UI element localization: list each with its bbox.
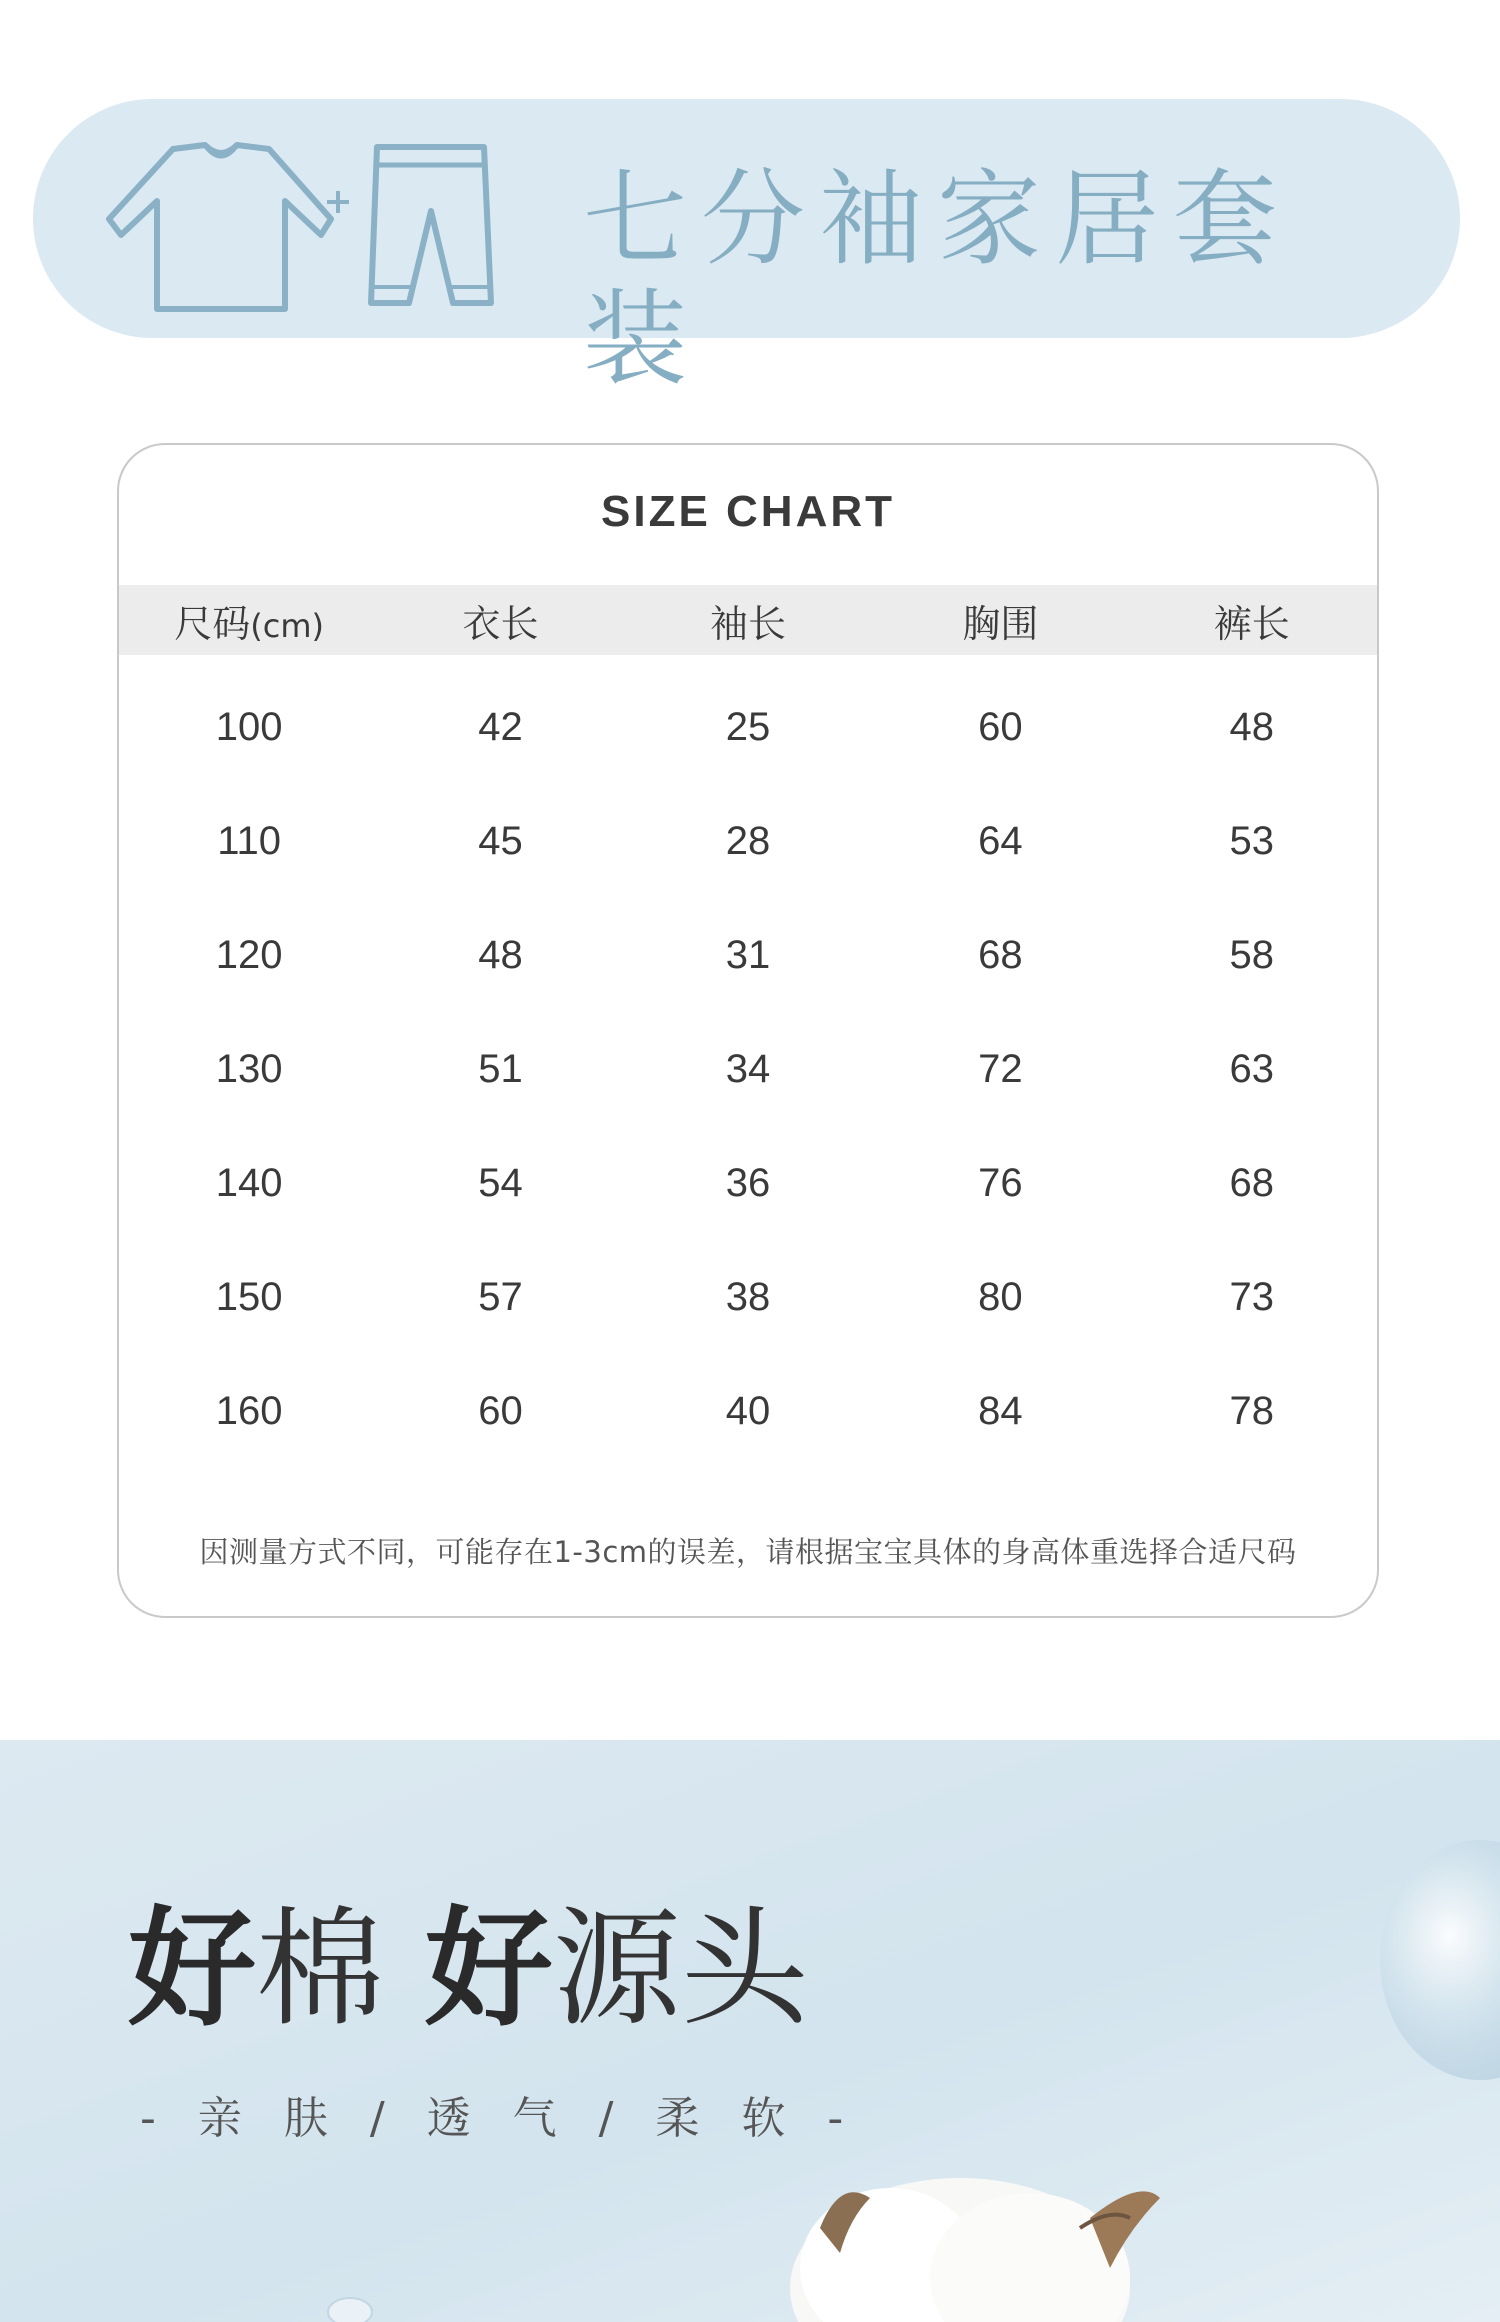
pants-icon [363,141,498,309]
header-banner [33,99,1460,400]
table-cell: 64 [978,818,1023,863]
water-droplet-image [320,2288,380,2322]
plus-icon [323,187,353,217]
cotton-image [760,2158,1200,2322]
feature-title-light-2: 源头 [552,1895,809,2044]
table-row [119,670,1377,784]
feature-title-bold-2: 好 [424,1895,553,2044]
size-chart-body [119,670,1377,1468]
banner-title: 七分袖家居套装 [583,158,1292,400]
table-cell: 68 [978,932,1023,977]
table-cell: 63 [1229,1046,1275,1091]
feature-section [0,1740,1500,2322]
table-cell: 58 [1229,932,1275,977]
size-chart-header-row [119,585,1377,655]
header-top-length: 衣长 [462,601,539,646]
table-cell: 38 [725,1274,771,1319]
table-row [119,898,1377,1012]
table-cell: 78 [1229,1388,1275,1433]
table-cell: 60 [478,1388,523,1433]
header-pants-length: 裤长 [1213,601,1290,646]
table-row [119,1012,1377,1126]
table-cell: 25 [725,704,771,749]
table-cell: 68 [1229,1160,1275,1205]
table-cell: 48 [1229,704,1275,749]
table-cell: 36 [725,1160,771,1205]
table-cell: 53 [1229,818,1275,863]
table-cell: 80 [978,1274,1023,1319]
water-drop-image [1360,1830,1500,2090]
table-cell: 84 [978,1388,1023,1433]
table-cell: 31 [725,932,771,977]
feature-title-bold-1: 好 [128,1895,257,2044]
feature-title-light-1: 棉 [256,1895,385,2044]
table-cell: 51 [478,1046,523,1091]
header-chest: 胸围 [962,601,1039,646]
table-row [119,1240,1377,1354]
table-row [119,1354,1377,1468]
size-chart-card [117,443,1379,1618]
table-cell: 34 [725,1046,771,1091]
table-row [119,1126,1377,1240]
table-cell: 40 [725,1388,771,1433]
table-cell: 42 [478,704,523,749]
table-cell: 76 [978,1160,1023,1205]
table-row [119,784,1377,898]
feature-subtitle: - 亲 肤 / 透 气 / 柔 软 - [140,2093,858,2144]
table-cell: 72 [978,1046,1023,1091]
size-chart-title: SIZE CHART [601,487,895,536]
table-cell: 48 [478,932,523,977]
table-cell: 140 [215,1160,283,1205]
table-cell: 100 [215,704,283,749]
table-cell: 160 [215,1388,283,1433]
table-cell: 150 [215,1274,283,1319]
table-cell: 28 [725,818,771,863]
table-cell: 60 [978,704,1023,749]
table-cell: 54 [478,1160,523,1205]
table-cell: 130 [215,1046,283,1091]
table-cell: 45 [478,818,523,863]
header-sleeve-length: 袖长 [710,601,787,646]
table-cell: 110 [217,818,282,863]
header-size-label: 尺码 [174,601,251,646]
size-chart-note: 因测量方式不同，可能存在1-3cm的误差，请根据宝宝具体的身高体重选择合适尺码 [199,1535,1297,1569]
feature-title [128,1895,809,2044]
header-size-unit: (cm) [250,606,325,645]
shirt-icon [95,139,345,314]
table-cell: 120 [215,932,283,977]
table-cell: 57 [478,1274,523,1319]
header-size [119,593,379,648]
table-cell: 73 [1229,1274,1275,1319]
